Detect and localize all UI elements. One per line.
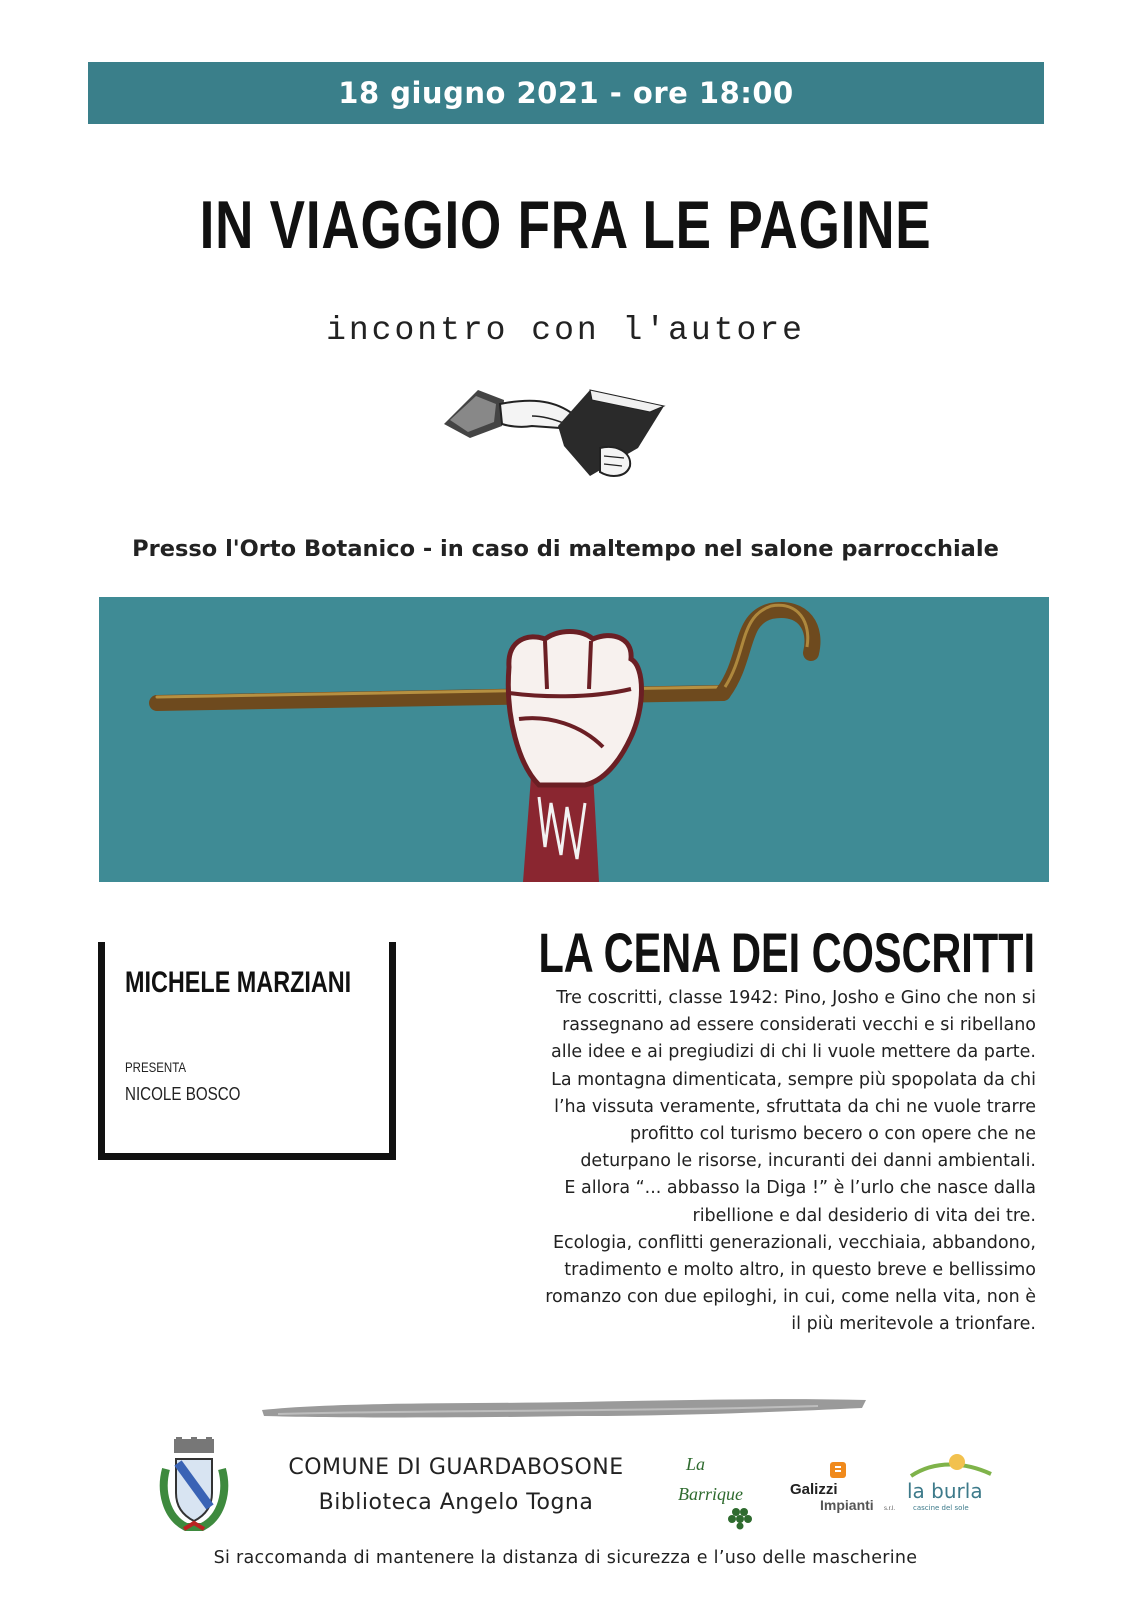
organizer-library: Biblioteca Angelo Togna [318,1490,594,1515]
date-banner [88,62,1044,124]
hands-book-illustration [440,386,680,486]
description-line: La montagna dimenticata, sempre più spopolata da chi [551,1069,1036,1090]
la-barrique-logo [676,1450,776,1530]
event-subtitle: incontro con l'autore [326,312,805,349]
galizzi-name: Galizzi [790,1481,838,1498]
burla-sub: cascine del sole [913,1504,969,1512]
description-line: deturpano le risorse, incuranti dei danni ambientali. [580,1151,1036,1172]
description-line: alle idee e ai pregiudizi di chi li vuole mettere da parte. [550,1042,1036,1063]
description-line: rassegnano ad essere considerati vecchi e si ribellano [562,1015,1036,1036]
presenter-name: NICOLE BOSCO [125,1083,241,1104]
galizzi-suffix: s.r.l. [884,1506,896,1512]
brush-divider [258,1392,870,1422]
organizer-municipality: COMUNE DI GUARDABOSONE [288,1455,624,1480]
description-line: Ecologia, conflitti generazionali, vecchiaia, abbandono, [553,1232,1036,1253]
date-time: 18 giugno 2021 - ore 18:00 [338,76,794,110]
description-line: tradimento e molto altro, in questo breve e bellissimo [564,1260,1036,1281]
description-line: l’ha vissuta veramente, sfruttata da chi ne vuole trarre [554,1096,1036,1117]
event-title: IN VIAGGIO FRA LE PAGINE [199,187,932,263]
municipal-emblem-icon [158,1437,230,1537]
footer-notice: Si raccomanda di mantenere la distanza di sicurezza e l’uso delle mascherine [213,1548,918,1568]
author-name: MICHELE MARZIANI [125,966,352,999]
book-description [470,985,1036,1339]
description-line: romanzo con due epiloghi, in cui, come nella vita, non è [545,1287,1036,1308]
venue-text: Presso l'Orto Botanico - in caso di maltempo nel salone parrocchiale [132,536,999,562]
presenta-label: PRESENTA [125,1059,187,1075]
book-title: LA CENA DEI COSCRITTI [538,921,1035,984]
la-burla-logo [905,1450,997,1515]
galizzi-sub: Impianti [820,1497,874,1513]
burla-name: la burla [907,1479,983,1503]
description-line: ribellione e dal desiderio di vita dei tre. [692,1205,1036,1226]
barrique-bottom-text: Barrique [678,1484,743,1504]
description-line: Tre coscritti, classe 1942: Pino, Josho e Gino che non si [556,988,1036,1008]
galizzi-impianti-logo [790,1460,902,1520]
organizer [266,1450,646,1520]
description-line: E allora “... abbasso la Diga !” è l’urlo che nasce dalla [564,1178,1036,1199]
barrique-top-text: La [686,1454,706,1474]
description-line: il più meritevole a trionfare. [791,1314,1036,1335]
hero-illustration [99,597,1049,882]
description-line: profitto col turismo becero o con opere che ne [629,1124,1036,1145]
